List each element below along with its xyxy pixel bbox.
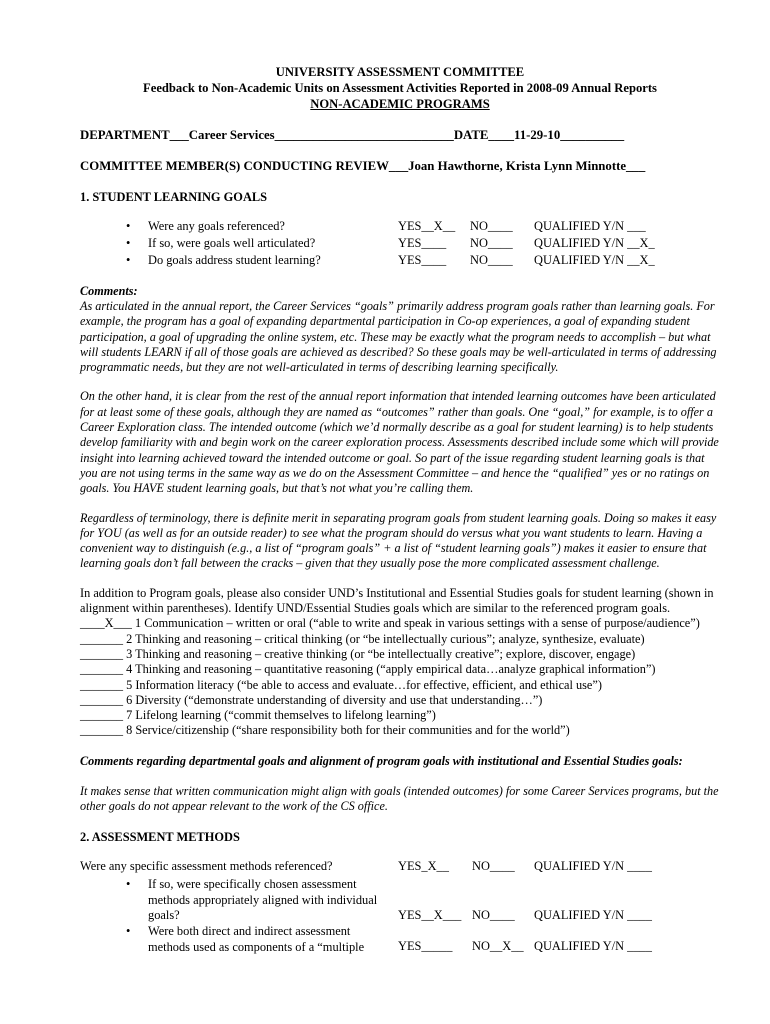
question-row bbox=[80, 877, 720, 924]
goal-item: _______ 4 Thinking and reasoning – quantitative reasoning (“apply empirical data…analyze graphical information”) bbox=[80, 662, 656, 677]
comment-paragraph-2: On the other hand, it is clear from the rest of the annual report information that intended learning outcomes have been articulated for at least some of these goals, although they are named as “outcomes” rather than goals. One “goal,” for example, is to offer a Career Exploration class. The intended outcome (which we’d normally describe as a goal for student learning) is to help students develop familiarity with and begin work on the career exploration process. Assessments described include some which will provide insight into learning achieved toward the intended outcome or goal. So part of the issue regarding student learning goals is that you are not using terms in the same way as we do on the Assessment Committee – and hence the “qualified” yes or no ratings on goals. You HAVE student learning goals, but that’s not what you’re calling them. bbox=[80, 389, 719, 496]
goal-item: _______ 8 Service/citizenship (“share responsibility both for their communities and for the world”) bbox=[80, 723, 570, 738]
qualified-response: QUALIFIED Y/N ____ bbox=[534, 859, 652, 874]
document-page bbox=[80, 64, 720, 958]
section1-question-table bbox=[80, 219, 720, 270]
section2-title: 2. ASSESSMENT METHODS bbox=[80, 830, 240, 845]
question-row bbox=[80, 924, 720, 958]
qualified-response: QUALIFIED Y/N ___ bbox=[534, 219, 646, 233]
department-date-line: DEPARTMENT___Career Services____________________________DATE____11-29-10__________ bbox=[80, 128, 625, 142]
bullet: • bbox=[126, 924, 131, 939]
goal-item: ____X___ 1 Communication – written or oral (“able to write and speak in various settings with a sense of purpose/audience”) bbox=[80, 616, 700, 631]
goal-item: _______ 6 Diversity (“demonstrate understanding of diversity and use that understanding…”) bbox=[80, 692, 543, 707]
question-text: Do goals address student learning? bbox=[148, 253, 321, 267]
no-response: NO____ bbox=[470, 236, 513, 250]
yes-response: YES__X___ bbox=[398, 908, 462, 923]
question-text: Were both direct and indirect assessment methods used as components of a “multiple bbox=[148, 924, 365, 954]
committee-title: UNIVERSITY ASSESSMENT COMMITTEE bbox=[275, 65, 525, 79]
goal-item: _______ 2 Thinking and reasoning – critical thinking (or “be intellectually curious”; analyze, synthesize, evaluate) bbox=[80, 631, 645, 646]
yes-response: YES_X__ bbox=[398, 859, 449, 874]
section2-question-table bbox=[80, 859, 720, 958]
question-row bbox=[80, 219, 720, 236]
institutional-goals-list bbox=[80, 616, 720, 738]
comment-paragraph-1: As articulated in the annual report, the Career Services “goals” primarily address program goals rather than learning goals. For example, the program has a goal of expanding departmental participation in Co-op experiences, a goal of expanding student participation, a goal of upgrading the online system, etc. These may be exactly what the program needs to accomplish – but what will students LEARN if all of those goals are achieved as described? So these goals may be well-articulated in terms of addressing programmatic needs, but they are not well-articulated in terms of describing learning specifically. bbox=[80, 299, 717, 375]
feedback-subtitle: Feedback to Non-Academic Units on Assessment Activities Reported in 2008-09 Annual Reports bbox=[143, 81, 657, 95]
bullet: • bbox=[126, 236, 131, 250]
bullet: • bbox=[126, 877, 131, 892]
alignment-comments-label: Comments regarding departmental goals and alignment of program goals with institutional and Essential Studies goals: bbox=[80, 753, 683, 768]
institutional-goals-intro: In addition to Program goals, please also consider UND’s Institutional and Essential Studies goals for student learning (shown in alignment within parentheses). Identify UND/Essential Studies goals which are similar to the referenced program goals. bbox=[80, 585, 714, 616]
qualified-response: QUALIFIED Y/N ____ bbox=[534, 939, 652, 954]
goal-item: _______ 3 Thinking and reasoning – creative thinking (or “be intellectually creative”; explore, discover, engage) bbox=[80, 646, 636, 661]
no-response: NO____ bbox=[472, 908, 515, 923]
comment-paragraph-3: Regardless of terminology, there is definite merit in separating program goals from student learning goals. Doing so makes it easy for YOU (as well as for an outside reader) to see what the program should do versus what you want students to learn. Having a convenient way to distinguish (e.g., a list of “program goals” + a list of “student learning goals”) makes it easier to ensure that learning goals don’t fall between the cracks – given that they usually pose the more complicated assessment challenge. bbox=[80, 510, 717, 571]
section1-title: 1. STUDENT LEARNING GOALS bbox=[80, 190, 268, 204]
question-row bbox=[80, 253, 720, 270]
question-text: If so, were goals well articulated? bbox=[148, 236, 316, 250]
question-text: Were any goals referenced? bbox=[148, 219, 285, 233]
yes-response: YES__X__ bbox=[398, 219, 456, 233]
question-text: Were any specific assessment methods referenced? bbox=[80, 859, 333, 874]
qualified-response: QUALIFIED Y/N ____ bbox=[534, 908, 652, 923]
goal-item: _______ 5 Information literacy (“be able to access and evaluate…for effective, efficient, and ethical use”) bbox=[80, 677, 602, 692]
bullet: • bbox=[126, 253, 131, 267]
qualified-response: QUALIFIED Y/N __X_ bbox=[534, 253, 655, 267]
comments-label: Comments: bbox=[80, 284, 138, 298]
alignment-comment-text: It makes sense that written communication might align with goals (intended outcomes) for some Career Services programs, but the other goals do not appear relevant to the work of the CS office. bbox=[80, 783, 719, 814]
goal-item: _______ 7 Lifelong learning (“commit themselves to lifelong learning”) bbox=[80, 708, 436, 723]
no-response: NO____ bbox=[472, 859, 515, 874]
program-type-heading: NON-ACADEMIC PROGRAMS bbox=[310, 97, 490, 111]
document-header bbox=[80, 64, 720, 112]
question-row bbox=[80, 859, 720, 877]
question-text: If so, were specifically chosen assessment methods appropriately aligned with individual goals? bbox=[148, 877, 378, 923]
yes-response: YES_____ bbox=[398, 939, 453, 954]
no-response: NO__X__ bbox=[472, 939, 524, 954]
yes-response: YES____ bbox=[398, 253, 447, 267]
committee-members-line: COMMITTEE MEMBER(S) CONDUCTING REVIEW___Joan Hawthorne, Krista Lynn Minnotte___ bbox=[80, 159, 646, 173]
yes-response: YES____ bbox=[398, 236, 447, 250]
no-response: NO____ bbox=[470, 253, 513, 267]
bullet: • bbox=[126, 219, 131, 233]
qualified-response: QUALIFIED Y/N __X_ bbox=[534, 236, 655, 250]
no-response: NO____ bbox=[470, 219, 513, 233]
question-row bbox=[80, 236, 720, 253]
